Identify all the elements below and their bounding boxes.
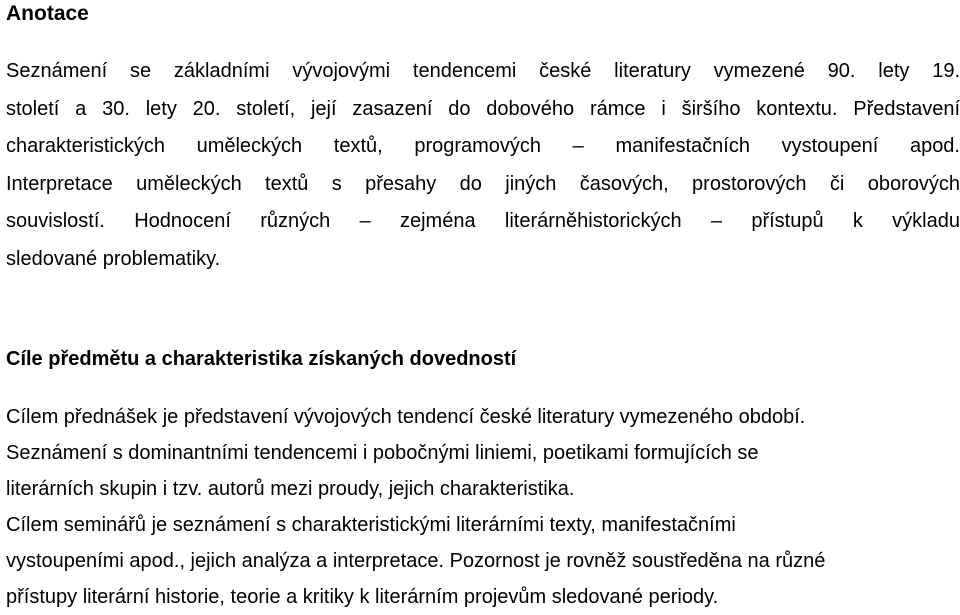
goals-line: Cílem přednášek je představení vývojových tendencí české literatury vymezeného období. <box>6 406 806 428</box>
annotation-line: Seznámení se základními vývojovými tendencemi české literatury vymezené 90. lety 19. <box>6 60 960 82</box>
annotation-paragraph <box>6 53 960 279</box>
goals-paragraph <box>6 399 960 615</box>
annotation-line: Interpretace uměleckých textů s přesahy do jiných časových, prostorových či oborových <box>6 172 960 195</box>
annotation-line: sledované problematiky. <box>6 247 221 270</box>
goals-line: literárních skupin i tzv. autorů mezi proudy, jejich charakteristika. <box>6 478 575 500</box>
goals-line: vystoupeními apod., jejich analýza a interpretace. Pozornost je rovněž soustředěna na různé <box>6 550 826 572</box>
goals-line: Seznámení s dominantními tendencemi i pobočnými liniemi, poetikami formujících se <box>6 442 759 464</box>
goals-line: Cílem seminářů je seznámení s charakteristickými literárními texty, manifestačními <box>6 514 736 536</box>
annotation-heading: Anotace <box>6 2 89 25</box>
annotation-line: souvislostí. Hodnocení různých – zejména literárněhistorických – přístupů k výkladu <box>6 210 960 233</box>
goals-line: přístupy literární historie, teorie a kritiky k literárním projevům sledované periody. <box>6 586 719 608</box>
annotation-line: charakteristických uměleckých textů, programových – manifestačních vystoupení apod. <box>6 135 960 158</box>
goals-heading: Cíle předmětu a charakteristika získaných dovedností <box>6 348 517 370</box>
annotation-line: století a 30. lety 20. století, její zasazení do dobového rámce i širšího kontextu. Představení <box>6 97 960 120</box>
